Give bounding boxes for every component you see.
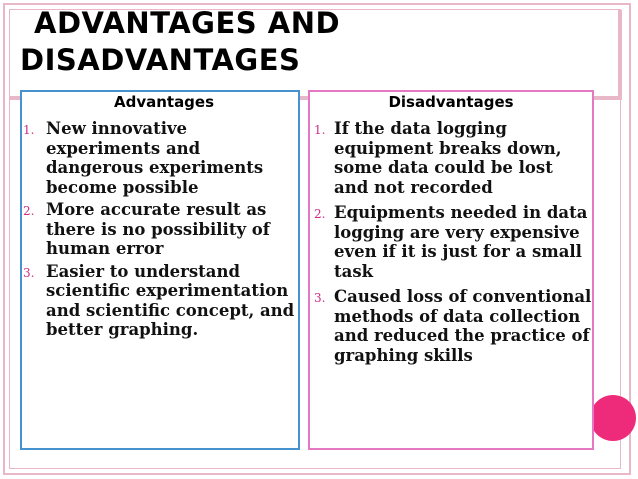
title-line-2: DISADVANTAGES — [20, 43, 301, 77]
title-divider-vertical — [618, 10, 622, 98]
list-item-text: New innovative experiments and dangerous experiments become possible — [46, 119, 264, 197]
list-number: 3. — [23, 265, 35, 280]
list-number: 1. — [23, 123, 35, 137]
list-number: 3. — [314, 291, 326, 305]
disadvantages-list — [310, 119, 592, 371]
disadvantages-panel — [308, 90, 594, 450]
advantages-list — [22, 119, 298, 343]
list-item-text: Caused loss of conventional methods of data collection and reduced the practice of graphing skills — [334, 287, 592, 365]
list-item-text: If the data logging equipment breaks down, some data could be lost and not recorded — [334, 119, 562, 197]
list-item-text: Equipments needed in data logging are very expensive even if it is just for a small task — [334, 203, 588, 281]
list-number: 1. — [314, 123, 326, 137]
list-item — [310, 203, 592, 281]
list-number: 2. — [314, 207, 326, 221]
disadvantages-heading: Disadvantages — [388, 93, 514, 111]
slide-edge-marker — [590, 395, 636, 441]
list-item — [22, 119, 298, 197]
list-item-text: Easier to understand scientific experimentation and scientific concept, and better graphing. — [46, 261, 295, 339]
list-item — [22, 200, 298, 259]
title-line-1: ADVANTAGES AND — [34, 6, 341, 40]
list-item-text: More accurate result as there is no possibility of human error — [46, 200, 270, 258]
list-item — [22, 262, 298, 340]
advantages-panel — [20, 90, 300, 450]
slide-title — [20, 5, 560, 79]
advantages-heading: Advantages — [113, 93, 215, 111]
list-item — [310, 119, 592, 197]
list-number: 2. — [23, 204, 35, 218]
list-item — [310, 287, 592, 365]
